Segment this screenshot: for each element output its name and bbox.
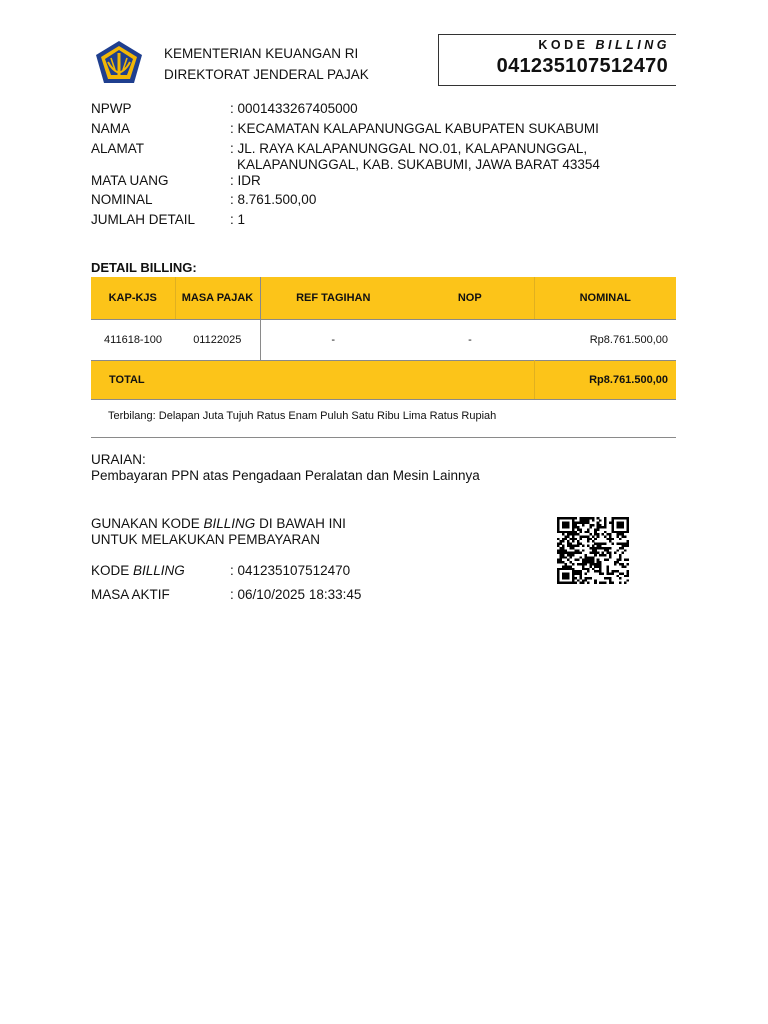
billing-table: [91, 277, 676, 400]
cell-ref-tagihan: -: [331, 334, 336, 346]
qr-code: [557, 517, 629, 584]
jumlah-detail-label: JUMLAH DETAIL: [91, 212, 196, 227]
instruction-italic: BILLING: [203, 516, 256, 531]
npwp-label: NPWP: [91, 101, 132, 116]
masa-aktif-label: MASA AKTIF: [91, 587, 170, 602]
total-value: Rp8.761.500,00: [534, 361, 676, 400]
col-masa-pajak: MASA PAJAK: [175, 277, 260, 320]
instruction-line1: [91, 516, 346, 532]
mata-uang-label: MATA UANG: [91, 173, 169, 188]
npwp-value: : 0001433267405000: [230, 101, 358, 116]
instruction-prefix: GUNAKAN KODE: [91, 516, 204, 531]
alamat-label: ALAMAT: [91, 141, 145, 156]
divider: [91, 437, 676, 438]
terbilang-text: Terbilang: Delapan Juta Tujuh Ratus Enam Puluh Satu Ribu Lima Ratus Rupiah: [108, 410, 497, 422]
kode-label-italic: BILLING: [595, 38, 670, 52]
ministry-line1: KEMENTERIAN KEUANGAN RI: [164, 46, 359, 61]
nominal-value: : 8.761.500,00: [230, 192, 317, 207]
billing-table-header: [91, 277, 676, 320]
cell-nop: -: [468, 334, 472, 346]
kode-label-prefix: KODE: [538, 38, 596, 52]
payment-instruction: [91, 516, 346, 548]
cell-kap-kjs: 411618-100: [104, 334, 162, 346]
instruction-suffix: DI BAWAH INI: [255, 516, 346, 531]
col-nop: NOP: [406, 277, 534, 320]
nominal-label: NOMINAL: [91, 192, 153, 207]
payment-kode-prefix: KODE: [91, 563, 134, 578]
instruction-line2: UNTUK MELAKUKAN PEMBAYARAN: [91, 532, 321, 547]
mata-uang-value: : IDR: [230, 173, 261, 188]
nama-label: NAMA: [91, 121, 131, 136]
col-nominal: NOMINAL: [534, 277, 676, 320]
col-kap-kjs: KAP-KJS: [91, 277, 175, 320]
col-ref-tagihan: REF TAGIHAN: [260, 277, 406, 320]
kode-billing-value: 041235107512470: [496, 55, 668, 77]
alamat-line2: KALAPANUNGGAL, KAB. SUKABUMI, JAWA BARAT 43354: [237, 157, 600, 172]
total-label: TOTAL: [91, 361, 534, 400]
detail-billing-title: DETAIL BILLING:: [91, 260, 197, 275]
masa-aktif-value: : 06/10/2025 18:33:45: [230, 587, 362, 602]
uraian-label: URAIAN:: [91, 452, 146, 467]
ministry-name: [164, 43, 369, 85]
nama-value: : KECAMATAN KALAPANUNGGAL KABUPATEN SUKABUMI: [230, 121, 599, 136]
ministry-logo: [94, 40, 144, 84]
cell-masa-pajak: 01122025: [175, 320, 260, 361]
table-row: [91, 320, 676, 361]
payment-kode-label: [91, 563, 185, 578]
alamat-value: [230, 141, 600, 173]
kode-billing-box: [438, 34, 676, 86]
payment-kode-italic: BILLING: [133, 563, 185, 578]
jumlah-detail-value: : 1: [230, 212, 246, 227]
cell-nominal: Rp8.761.500,00: [589, 334, 668, 346]
alamat-line1: : JL. RAYA KALAPANUNGGAL NO.01, KALAPANUNGGAL,: [230, 141, 588, 156]
payment-kode-value: : 041235107512470: [230, 563, 351, 578]
ministry-line2: DIREKTORAT JENDERAL PAJAK: [164, 67, 369, 82]
kode-billing-label: [538, 38, 670, 52]
uraian-text: Pembayaran PPN atas Pengadaan Peralatan dan Mesin Lainnya: [91, 468, 480, 483]
total-row: [91, 361, 676, 400]
